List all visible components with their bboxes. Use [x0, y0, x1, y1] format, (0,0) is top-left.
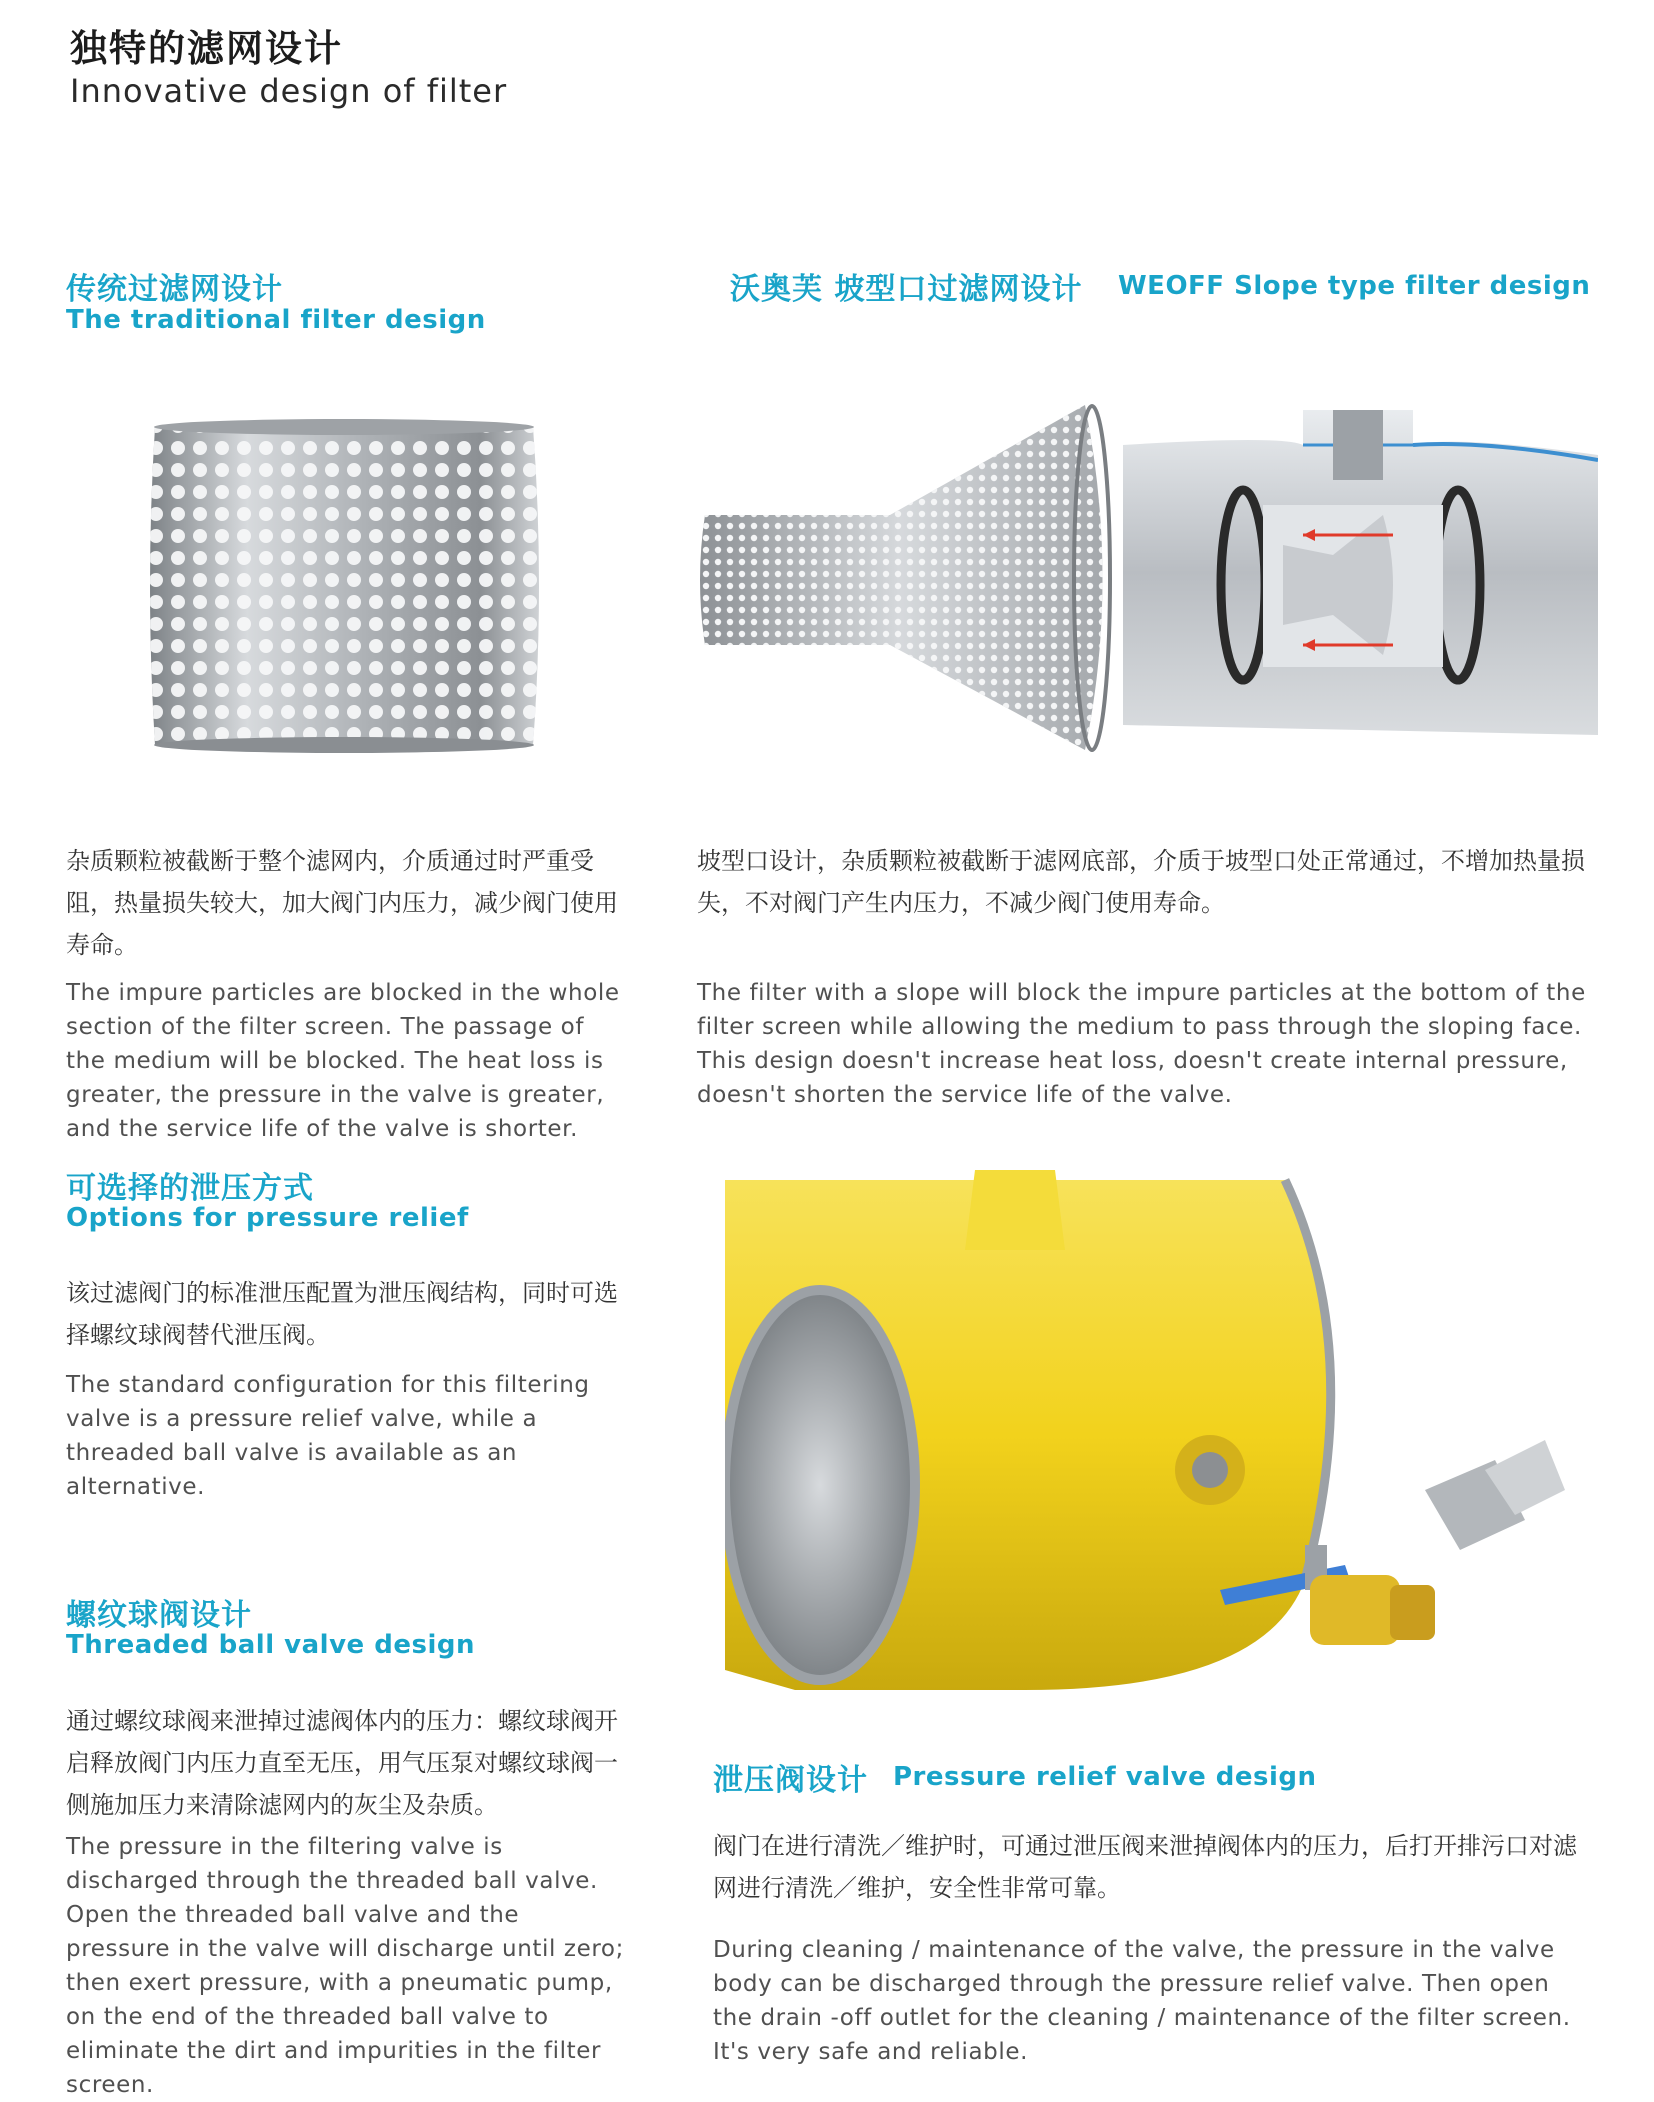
threaded-desc-cn: 通过螺纹球阀来泄掉过滤阀体内的压力：螺纹球阀开启释放阀门内压力直至无压，用气压泵对螺纹球阀一侧施加压力来清除滤网内的灰尘及杂质。	[66, 1707, 618, 1819]
page-title-en: Innovative design of filter	[70, 72, 508, 110]
options-heading-cn: 可选择的泄压方式	[66, 1171, 314, 1206]
relief-desc-en: During cleaning / maintenance of the valve, the pressure in the valve body can be discharged through the pressure relief valve. Then open the drain -off outlet for the cleaning / maintenance of the filter screen. It's very safe and reliable.	[713, 1937, 1571, 2065]
slope-desc-cn: 坡型口设计，杂质颗粒被截断于滤网底部，介质于坡型口处正常通过，不增加热量损失，不对阀门产生内压力，不减少阀门使用寿命。	[697, 847, 1585, 917]
yellow-valve-image	[725, 1170, 1580, 1710]
relief-desc-cn: 阀门在进行清洗／维护时，可通过泄压阀来泄掉阀体内的压力，后打开排污口对滤网进行清洗／维护，安全性非常可靠。	[713, 1832, 1577, 1902]
relief-heading-en: Pressure relief valve design	[893, 1762, 1317, 1792]
options-heading-en: Options for pressure relief	[66, 1203, 469, 1233]
traditional-desc-cn: 杂质颗粒被截断于整个滤网内，介质通过时严重受阻，热量损失较大，加大阀门内压力，减少阀门使用寿命。	[66, 847, 618, 959]
options-desc-en: The standard configuration for this filtering valve is a pressure relief valve, while a threaded ball valve is available as an alternative.	[66, 1372, 590, 1500]
options-desc-cn: 该过滤阀门的标准泄压配置为泄压阀结构，同时可选择螺纹球阀替代泄压阀。	[66, 1279, 618, 1349]
page-title-cn: 独特的滤网设计	[70, 27, 343, 70]
slope-heading-en: WEOFF Slope type filter design	[1118, 271, 1591, 301]
traditional-heading-cn: 传统过滤网设计	[66, 272, 283, 307]
threaded-heading-en: Threaded ball valve design	[66, 1630, 475, 1660]
slope-filter-image	[700, 400, 1130, 760]
relief-heading-cn: 泄压阀设计	[713, 1763, 868, 1798]
slope-heading-cn: 沃奥芙 坡型口过滤网设计	[730, 272, 1083, 307]
traditional-desc-en: The impure particles are blocked in the whole section of the filter screen. The passage of the medium will be blocked. The heat loss is greater, the pressure in the valve is greater, and the service life of the valve is shorter.	[66, 980, 620, 1142]
threaded-heading-cn: 螺纹球阀设计	[66, 1598, 252, 1633]
traditional-filter-image	[145, 415, 545, 760]
valve-cutaway-image	[1123, 405, 1598, 735]
traditional-heading-en: The traditional filter design	[66, 305, 486, 335]
slope-desc-en: The filter with a slope will block the impure particles at the bottom of the filter screen while allowing the medium to pass through the sloping face. This design doesn't increase heat loss, doesn't create internal pressure, doesn't shorten the service life of the valve.	[697, 980, 1586, 1108]
threaded-desc-en: The pressure in the filtering valve is discharged through the threaded ball valve. Open the threaded ball valve and the pressure in the valve will discharge until zero; then exert pressure, with a pneumatic pump, on the end of the threaded ball valve to eliminate the dirt and impurities in the filter screen.	[66, 1834, 624, 2098]
